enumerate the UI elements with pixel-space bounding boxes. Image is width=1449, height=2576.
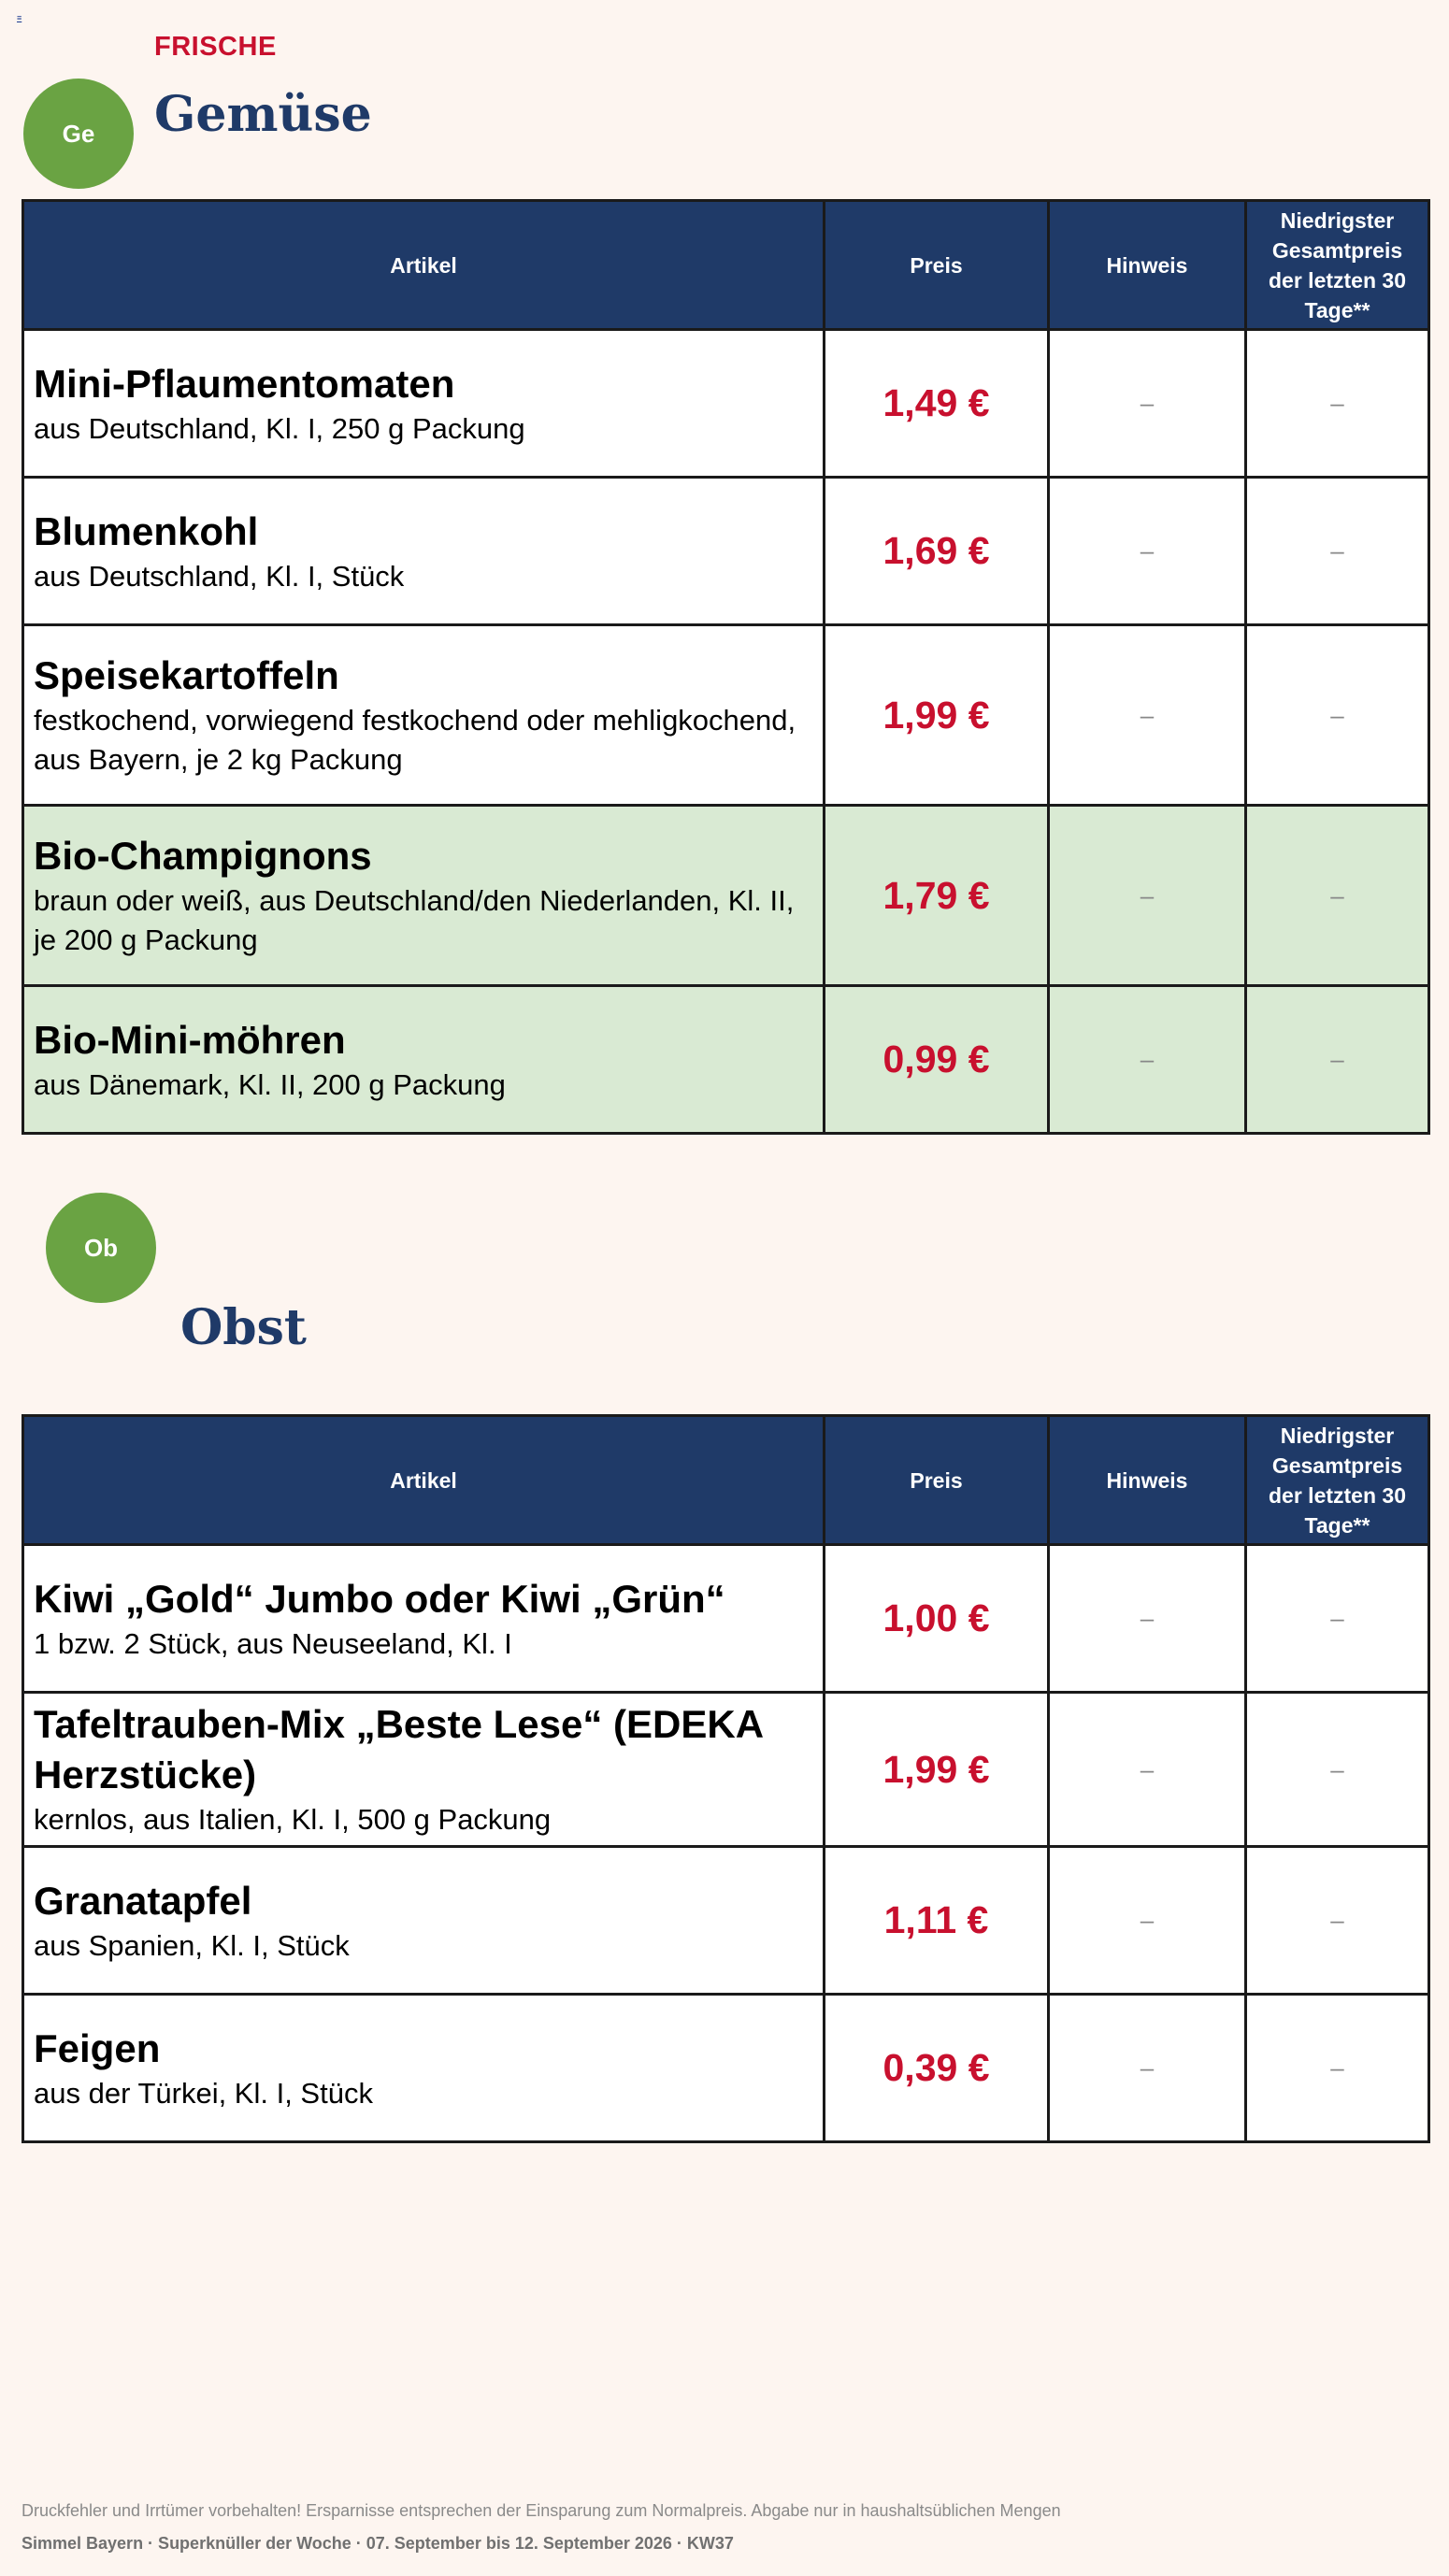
section-label: FRISCHE [154,32,277,62]
disclaimer-footnote: Druckfehler und Irrtümer vorbehalten! Ersparnisse entsprechen der Einsparung zum Normalpreis. Abgabe nur in haushaltsüblichen Mengen [22,2501,1061,2520]
product-name: Bio-Mini-möhren [34,1017,346,1062]
lowest-price-cell: – [1246,1545,1429,1693]
page-footer: Simmel Bayern · Superknüller der Woche · 07. September bis 12. September 2026 · KW37 [22,2534,734,2553]
lowest-price-cell: – [1246,625,1429,806]
product-name: Bio-Champignons [34,834,372,878]
hinweis-cell: – [1049,330,1246,478]
lowest-price-cell: – [1246,806,1429,986]
table-header-row [23,1416,1429,1545]
product-description: aus Dänemark, Kl. II, 200 g Packung [34,1067,506,1101]
table-header-row [23,201,1429,330]
hinweis-cell: – [1049,986,1246,1134]
column-header-preis: Preis [825,1416,1049,1545]
product-name: Granatapfel [34,1878,252,1923]
lowest-price-cell: – [1246,478,1429,625]
hinweis-cell: – [1049,625,1246,806]
price-cell: 0,99 € [825,986,1049,1134]
obst-table [22,1414,1430,2143]
column-header-hinweis: Hinweis [1049,201,1246,330]
table-row [23,1545,1429,1693]
section-title-obst: Obst [180,1299,307,1356]
product-description: kernlos, aus Italien, Kl. I, 500 g Packung [34,1803,552,1836]
lowest-price-cell: – [1246,330,1429,478]
product-name: Feigen [34,2025,161,2070]
table-row [23,625,1429,806]
article-cell [23,1995,825,2142]
gemuese-table [22,199,1430,1135]
hinweis-cell: – [1049,478,1246,625]
product-name: Blumenkohl [34,508,259,553]
price-cell: 1,99 € [825,625,1049,806]
product-name: Kiwi „Gold“ Jumbo oder Kiwi „Grün“ [34,1576,725,1621]
column-header-niedrigster-preis: Niedrigster Gesamtpreis der letzten 30 Tage** [1246,1416,1429,1545]
article-cell [23,1545,825,1693]
column-header-artikel: Artikel [23,1416,825,1545]
article-cell [23,478,825,625]
table-row [23,330,1429,478]
price-cell: 1,49 € [825,330,1049,478]
price-cell: 1,79 € [825,806,1049,986]
skip-link[interactable]: ≡ [17,13,22,22]
section-title-gemuese: Gemüse [154,86,372,143]
table-row [23,806,1429,986]
price-cell: 0,39 € [825,1995,1049,2142]
lowest-price-cell: – [1246,1995,1429,2142]
lowest-price-cell: – [1246,1693,1429,1847]
product-description: festkochend, vorwiegend festkochend oder mehligkochend, aus Bayern, je 2 kg Packung [34,704,796,776]
lowest-price-cell: – [1246,1847,1429,1995]
product-name: Tafeltrauben-Mix „Beste Lese“ (EDEKA Herzstücke) [34,1702,763,1796]
article-cell [23,806,825,986]
product-description: aus Deutschland, Kl. I, 250 g Packung [34,411,525,445]
product-description: braun oder weiß, aus Deutschland/den Niederlanden, Kl. II, je 200 g Packung [34,884,795,956]
category-badge-obst: Ob [46,1193,156,1303]
price-cell: 1,00 € [825,1545,1049,1693]
hinweis-cell: – [1049,806,1246,986]
column-header-artikel: Artikel [23,201,825,330]
product-description: aus Spanien, Kl. I, Stück [34,1928,350,1962]
table-row [23,478,1429,625]
article-cell [23,625,825,806]
category-badge-gemuese: Ge [23,79,134,189]
price-cell: 1,69 € [825,478,1049,625]
article-cell [23,986,825,1134]
product-description: 1 bzw. 2 Stück, aus Neuseeland, Kl. I [34,1626,512,1660]
column-header-preis: Preis [825,201,1049,330]
hinweis-cell: – [1049,1847,1246,1995]
column-header-niedrigster-preis: Niedrigster Gesamtpreis der letzten 30 Tage** [1246,201,1429,330]
product-name: Mini-Pflaumentomaten [34,361,455,406]
column-header-hinweis: Hinweis [1049,1416,1246,1545]
article-cell [23,1693,825,1847]
hinweis-cell: – [1049,1545,1246,1693]
table-row [23,986,1429,1134]
price-cell: 1,99 € [825,1693,1049,1847]
table-row [23,1693,1429,1847]
hinweis-cell: – [1049,1693,1246,1847]
product-description: aus Deutschland, Kl. I, Stück [34,559,405,593]
lowest-price-cell: – [1246,986,1429,1134]
product-name: Speisekartoffeln [34,653,339,697]
hinweis-cell: – [1049,1995,1246,2142]
table-row [23,1847,1429,1995]
product-description: aus der Türkei, Kl. I, Stück [34,2076,373,2110]
article-cell [23,330,825,478]
price-cell: 1,11 € [825,1847,1049,1995]
article-cell [23,1847,825,1995]
table-row [23,1995,1429,2142]
